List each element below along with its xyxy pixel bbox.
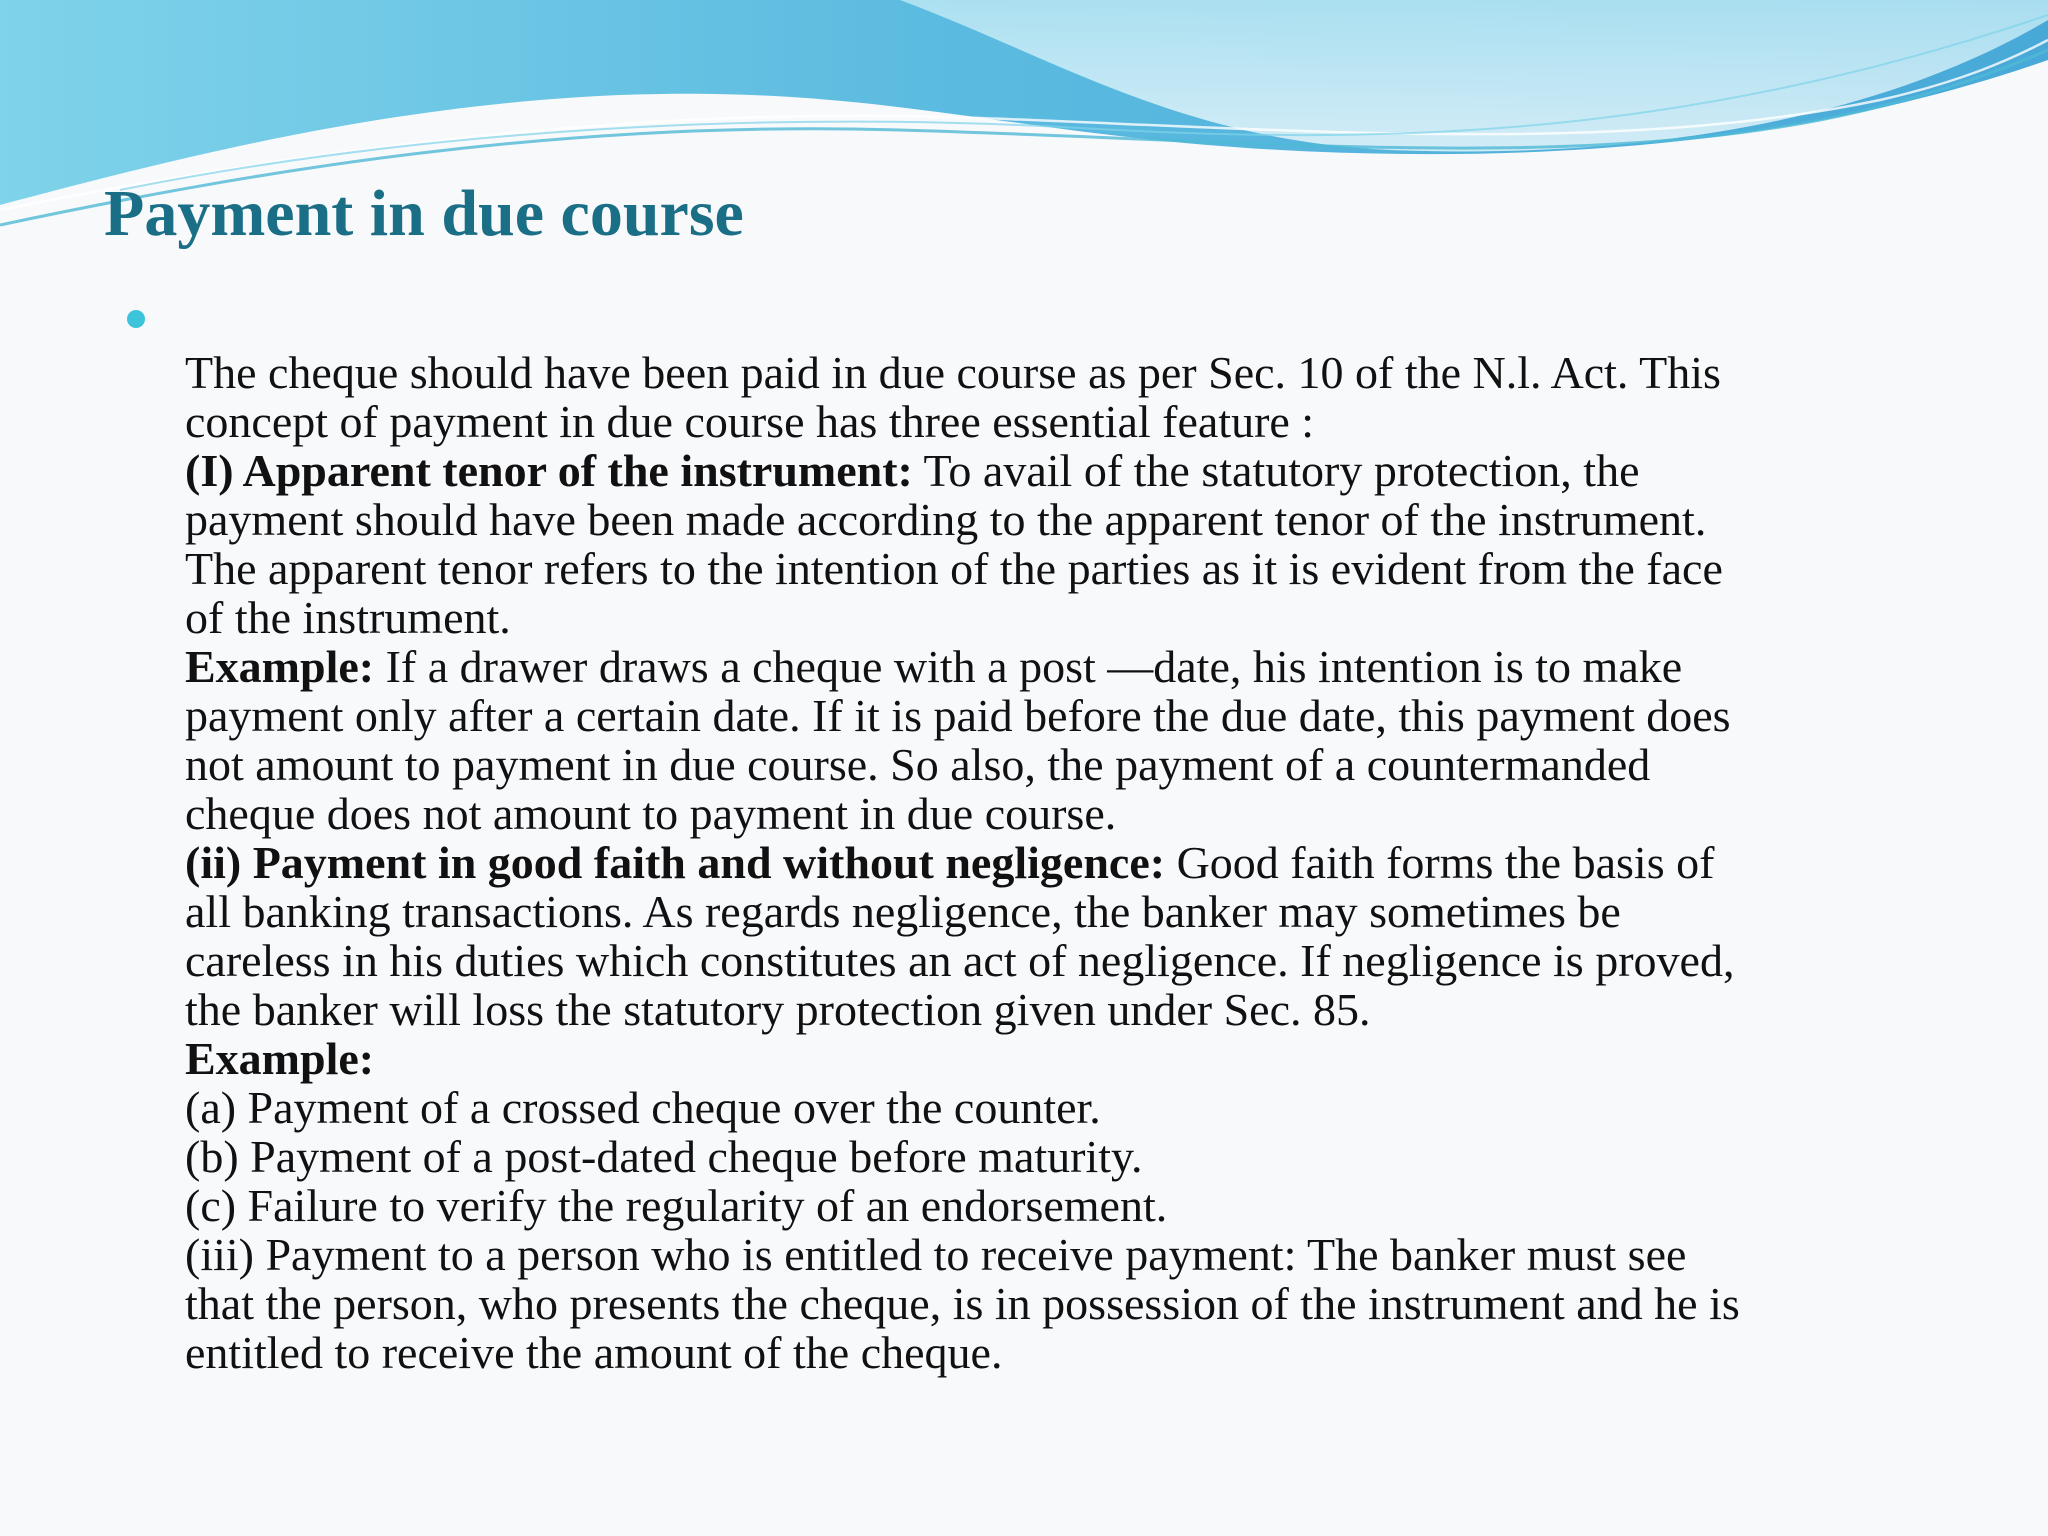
text-line: The cheque should have been paid in due course as per Sec. 10 of the N.l. Act. This [185, 347, 1721, 398]
text-line: all banking transactions. As regards negligence, the banker may sometimes be [185, 886, 1621, 937]
bullet-body-text [185, 348, 1945, 1377]
text-line: that the person, who presents the cheque, is in possession of the instrument and he is [185, 1278, 1740, 1329]
text-line: (ii) Payment in good faith and without negligence: Good faith forms the basis of [185, 837, 1715, 888]
text-line: (c) Failure to verify the regularity of an endorsement. [185, 1180, 1168, 1231]
text-line: cheque does not amount to payment in due course. [185, 788, 1117, 839]
text-line: (b) Payment of a post-dated cheque before maturity. [185, 1131, 1143, 1182]
slide-title: Payment in due course [104, 177, 744, 250]
text-line: (I) Apparent tenor of the instrument: To avail of the statutory protection, the [185, 445, 1640, 496]
text-line: payment should have been made according to the apparent tenor of the instrument. [185, 494, 1707, 545]
text-line: entitled to receive the amount of the cheque. [185, 1327, 1003, 1378]
text-line: of the instrument. [185, 592, 511, 643]
text-line: (a) Payment of a crossed cheque over the counter. [185, 1082, 1101, 1133]
text-line: Example: [185, 1033, 375, 1084]
text-line: concept of payment in due course has three essential feature : [185, 396, 1315, 447]
text-line: not amount to payment in due course. So also, the payment of a countermanded [185, 739, 1651, 790]
text-line: careless in his duties which constitutes an act of negligence. If negligence is proved, [185, 935, 1735, 986]
text-line: Example: If a drawer draws a cheque with a post —date, his intention is to make [185, 641, 1683, 692]
text-line: the banker will loss the statutory protection given under Sec. 85. [185, 984, 1371, 1035]
text-line: (iii) Payment to a person who is entitled to receive payment: The banker must see [185, 1229, 1687, 1280]
text-line: The apparent tenor refers to the intention of the parties as it is evident from the face [185, 543, 1723, 594]
text-line: payment only after a certain date. If it is paid before the due date, this payment does [185, 690, 1731, 741]
bullet-icon [127, 310, 145, 328]
